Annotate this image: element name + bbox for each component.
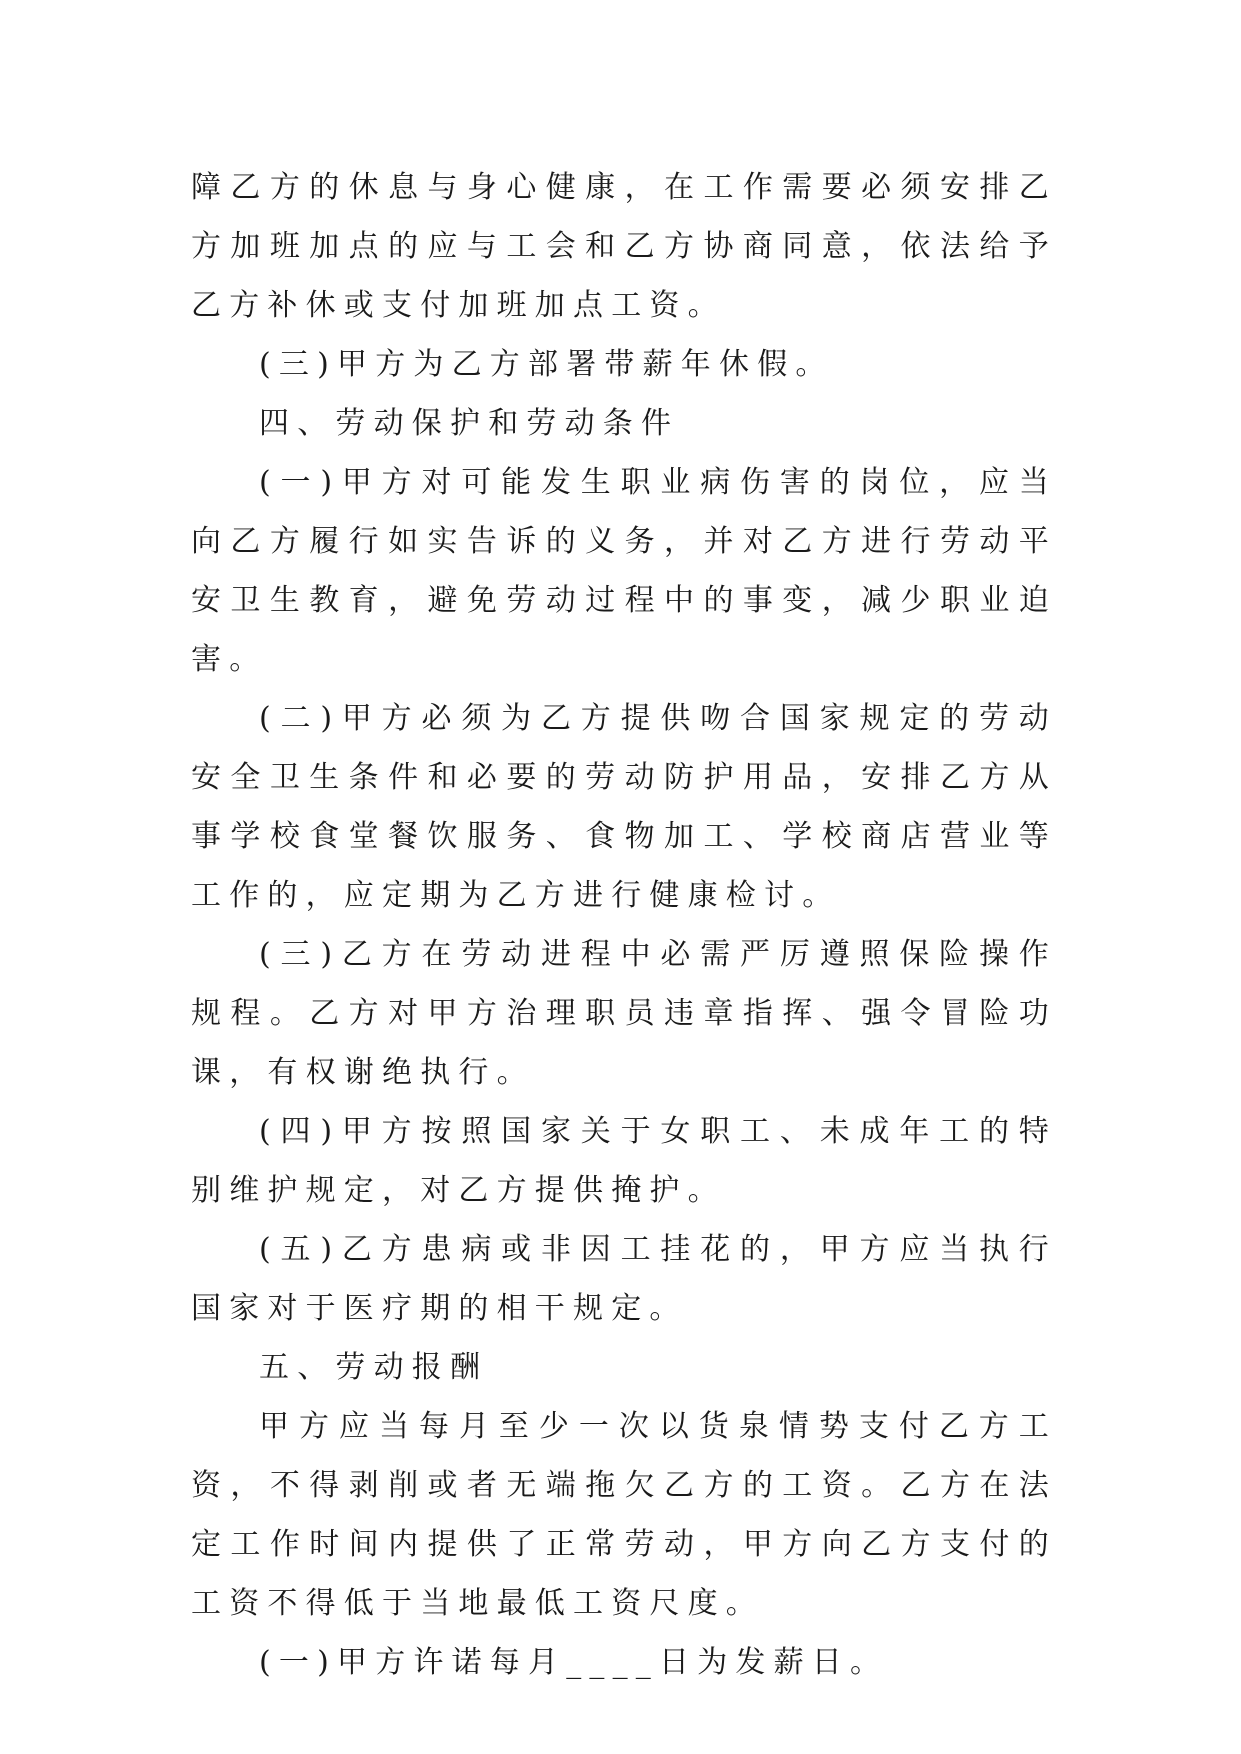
paragraph-paid-annual-leave: (三)甲方为乙方部署带薪年休假。 — [259, 347, 834, 382]
document-body — [191, 158, 1057, 1692]
paragraph-wage-payment: 甲方应当每月至少一次以货泉情势支付乙方工资，不得剥削或者无端拖欠乙方的工资。乙方在法定工作时间内提供了正常劳动，甲方向乙方支付的工资不得低于当地最低工资尺度。 — [191, 1409, 1057, 1621]
paragraph-payday: (一)甲方许诺每月____日为发薪日。 — [259, 1645, 889, 1680]
paragraph-special-protection: (四)甲方按照国家关于女职工、未成年工的特别维护规定，对乙方提供掩护。 — [191, 1114, 1057, 1208]
section-heading-remuneration: 五、劳动报酬 — [259, 1350, 489, 1385]
paragraph-rest-break-continuation: 障乙方的休息与身心健康，在工作需要必须安排乙方加班加点的应与工会和乙方协商同意，依法给予乙方补休或支付加班加点工资。 — [191, 170, 1057, 323]
paragraph-operating-rules: (三)乙方在劳动进程中必需严厉遵照保险操作规程。乙方对甲方治理职员违章指挥、强令冒险功课，有权谢绝执行。 — [191, 937, 1057, 1090]
paragraph-occupational-disease: (一)甲方对可能发生职业病伤害的岗位，应当向乙方履行如实告诉的义务，并对乙方进行劳动平安卫生教育，避免劳动过程中的事变，减少职业迫害。 — [191, 465, 1057, 677]
paragraph-safety-conditions: (二)甲方必须为乙方提供吻合国家规定的劳动安全卫生条件和必要的劳动防护用品，安排乙方从事学校食堂餐饮服务、食物加工、学校商店营业等工作的，应定期为乙方进行健康检讨。 — [191, 701, 1057, 913]
section-heading-labor-protection: 四、劳动保护和劳动条件 — [259, 406, 680, 441]
paragraph-medical-period: (五)乙方患病或非因工挂花的，甲方应当执行国家对于医疗期的相干规定。 — [191, 1232, 1057, 1326]
